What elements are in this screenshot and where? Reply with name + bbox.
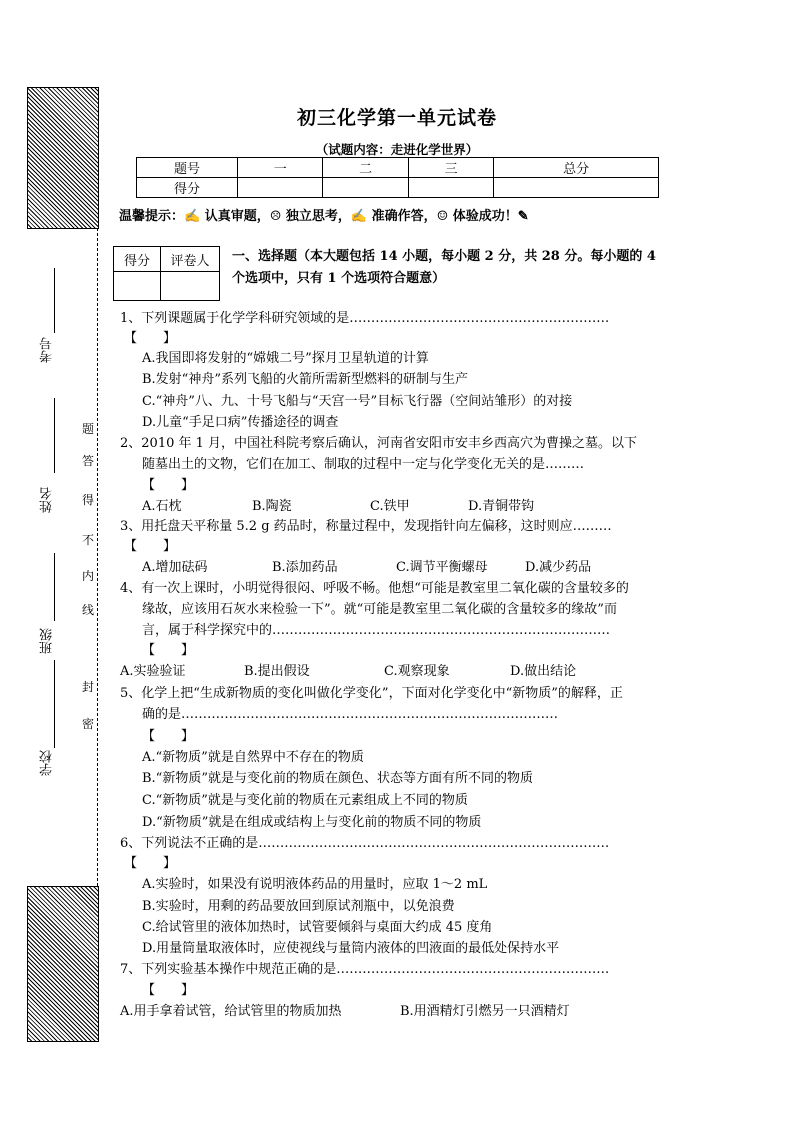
option: C.“新物质”就是与变化前的物质在元素组成上不同的物质: [142, 793, 468, 808]
question-2-cont: 随墓出土的文物，它们在加工、制取的过程中一定与化学变化无关的是………: [142, 457, 585, 472]
option: D.青铜带钩: [468, 499, 535, 514]
name-line: [54, 398, 55, 473]
class-label: 班级: [40, 628, 55, 654]
score-row-label: 得分: [137, 178, 238, 198]
option: D.儿童“手足口病”传播途径的调查: [142, 415, 339, 430]
score-input-cell[interactable]: [323, 178, 408, 198]
answer-bracket[interactable]: 【 】: [142, 983, 195, 998]
page-title: 初三化学第一单元试卷: [296, 107, 497, 129]
question-6: 6、下列说法不正确的是………………………………………………………………………: [120, 836, 610, 851]
school-label: 学校: [40, 750, 55, 776]
option: C.“神舟”八、九、十号飞船与“天宫一号”目标飞行器（空间站雏形）的对接: [142, 394, 573, 409]
option: B.提出假设: [244, 664, 310, 679]
question-7: 7、下列实验基本操作中规范正确的是………………………………………………………: [120, 962, 610, 977]
option: B.用酒精灯引燃另一只酒精灯: [400, 1004, 570, 1019]
option: A.“新物质”就是自然界中不存在的物质: [142, 750, 364, 765]
option: A.我国即将发射的“嫦娥二号”探月卫星轨道的计算: [142, 351, 429, 366]
answer-bracket[interactable]: 【 】: [124, 539, 177, 554]
name-label: 姓名: [40, 487, 55, 513]
score-header-cell: 三: [408, 158, 493, 178]
score-header-cell: 总分: [494, 158, 659, 178]
grader-box: [113, 246, 220, 301]
option: A.实验时，如果没有说明液体药品的用量时，应取 1～2 mL: [142, 877, 488, 892]
score-header-cell: 一: [238, 158, 323, 178]
seal-char: 封: [82, 680, 95, 694]
tips-line: 温馨提示：✍ 认真审题，☹ 独立思考，✍ 准确作答，☺ 体验成功！✎: [119, 209, 529, 224]
score-header-cell: 二: [323, 158, 408, 178]
score-input-cell[interactable]: [494, 178, 659, 198]
question-4-cont: 缘故，应该用石灰水来检验一下”。就“可能是教室里二氧化碳的含量较多的缘故”而: [142, 602, 617, 617]
seal-char: 线: [82, 603, 95, 617]
option: A.增加砝码: [142, 560, 208, 575]
answer-bracket[interactable]: 【 】: [142, 478, 195, 493]
option: A.石枕: [142, 499, 182, 514]
grader-score-label: 得分: [114, 247, 161, 272]
score-input-cell[interactable]: [408, 178, 493, 198]
option: C.调节平衡螺母: [396, 560, 488, 575]
question-3: 3、用托盘天平称量 5.2 g 药品时，称量过程中，发现指针向左偏移，这时则应………: [120, 519, 612, 534]
school-line: [54, 660, 55, 748]
question-5: 5、化学上把“生成新物质的变化叫做化学变化”，下面对化学变化中“新物质”的解释，正: [120, 686, 623, 701]
option: B.实验时，用剩的药品要放回到原试剂瓶中，以免浪费: [142, 899, 455, 914]
option: B.发射“神舟”系列飞船的火箭所需新型燃料的研制与生产: [142, 372, 468, 387]
option: D.做出结论: [510, 664, 577, 679]
page-subtitle: （试题内容：走进化学世界）: [315, 142, 479, 157]
section-heading-line: 个选项中，只有 1 个选项符合题意）: [232, 271, 446, 286]
option: D.减少药品: [525, 560, 592, 575]
option: C.给试管里的液体加热时，试管要倾斜与桌面大约成 45 度角: [142, 920, 493, 935]
option: B.添加药品: [272, 560, 338, 575]
exam-no-label: 考号: [40, 337, 55, 363]
question-4-cont: 言，属于科学探究中的……………………………………………………………………: [142, 623, 611, 638]
option: B.陶瓷: [252, 499, 292, 514]
option: C.观察现象: [384, 664, 450, 679]
seal-line: [97, 228, 98, 886]
option: A.用手拿着试管，给试管里的物质加热: [120, 1004, 342, 1019]
seal-char: 答: [82, 454, 95, 468]
section-heading-line: 一、选择题（本大题包括 14 小题，每小题 2 分，共 28 分。每小题的 4: [232, 249, 656, 264]
seal-char: 内: [82, 569, 95, 583]
seal-char: 得: [82, 493, 95, 507]
score-table: [136, 157, 659, 198]
grader-reviewer-cell[interactable]: [161, 272, 220, 301]
question-1: 1、下列课题属于化学学科研究领域的是……………………………………………………: [120, 311, 610, 326]
score-table-header-row: [137, 158, 659, 178]
question-2: 2、2010 年 1 月，中国社科院考察后确认，河南省安阳市安丰乡西高穴为曹操之墓。以下: [120, 436, 638, 451]
option: D.用量筒量取液体时，应使视线与量筒内液体的凹液面的最低处保持水平: [142, 941, 560, 956]
question-4: 4、有一次上课时，小明觉得很闷、呼吸不畅。他想“可能是教室里二氧化碳的含量较多的: [120, 581, 629, 596]
answer-bracket[interactable]: 【 】: [142, 729, 195, 744]
answer-bracket[interactable]: 【 】: [142, 643, 195, 658]
answer-bracket[interactable]: 【 】: [124, 331, 177, 346]
exam-no-line: [54, 268, 55, 333]
hatch-block-bottom: [27, 886, 99, 1042]
section-heading: [232, 246, 692, 290]
question-5-cont: 确的是……………………………………………………………………………: [142, 707, 559, 722]
option: A.实验验证: [120, 664, 186, 679]
seal-char: 题: [82, 422, 95, 436]
seal-char: 密: [82, 717, 95, 731]
score-input-cell[interactable]: [238, 178, 323, 198]
grader-score-cell[interactable]: [114, 272, 161, 301]
answer-bracket[interactable]: 【 】: [124, 856, 177, 871]
option: B.“新物质”就是与变化前的物质在颜色、状态等方面有所不同的物质: [142, 771, 533, 786]
score-table-score-row: [137, 178, 659, 198]
option: C.铁甲: [370, 499, 410, 514]
seal-char: 不: [82, 533, 95, 547]
grader-reviewer-label: 评卷人: [161, 247, 220, 272]
option: D.“新物质”就是在组成或结构上与变化前的物质不同的物质: [142, 815, 482, 830]
score-header-cell: 题号: [137, 158, 238, 178]
class-line: [54, 553, 55, 621]
